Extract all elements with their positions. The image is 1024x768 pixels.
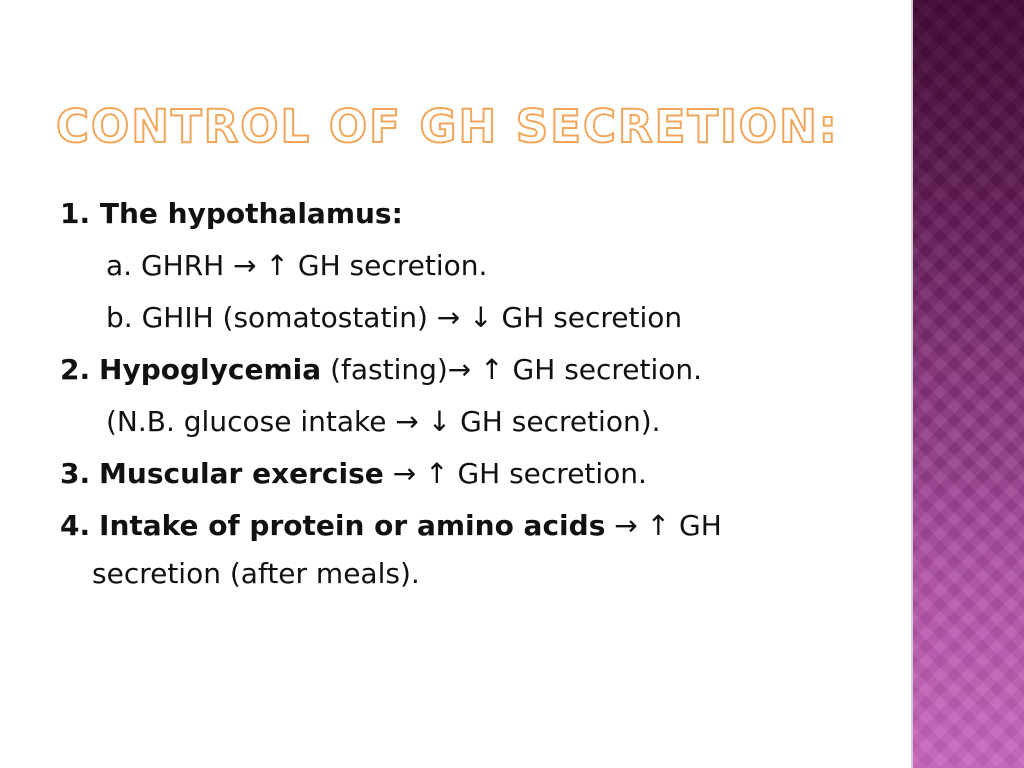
item-4-heading: Intake of protein or amino acids [99, 509, 606, 542]
item-4-continuation-line [60, 552, 850, 596]
item-2-note-prefix: (N.B. glucose intake [106, 405, 387, 438]
item-2-detail: (fasting) [330, 353, 448, 386]
up-arrow-icon: ↑ [265, 249, 289, 282]
item-1-heading: The hypothalamus: [99, 197, 403, 230]
item-2-line [60, 344, 850, 396]
item-4-number: 4. [60, 509, 91, 542]
item-3-text: GH secretion. [457, 457, 647, 490]
item-3-heading: Muscular exercise [99, 457, 384, 490]
item-1a-text: GH secretion. [297, 249, 488, 282]
item-2-note-line [60, 396, 850, 448]
item-3-number: 3. [60, 457, 91, 490]
item-4-line [60, 500, 850, 552]
right-arrow-icon: → [614, 509, 638, 542]
up-arrow-icon: ↑ [646, 509, 671, 542]
item-3-line [60, 448, 850, 500]
item-2-text: GH secretion. [512, 353, 703, 386]
right-arrow-icon: → [447, 353, 472, 386]
slide-title: CONTROL OF GH SECRETION: [56, 100, 839, 153]
slide-body [60, 188, 850, 596]
item-1-number: 1. [60, 197, 91, 230]
down-arrow-icon: ↓ [469, 301, 493, 334]
right-arrow-icon: → [436, 301, 461, 334]
item-1a-prefix: a. GHRH [106, 249, 225, 282]
up-arrow-icon: ↑ [480, 353, 504, 386]
up-arrow-icon: ↑ [425, 457, 449, 490]
item-2-note-text: GH secretion). [460, 405, 661, 438]
item-1b-text: GH secretion [501, 301, 683, 334]
item-1b-line [60, 292, 850, 344]
item-4-continuation: secretion (after meals). [92, 557, 420, 590]
item-1a-line [60, 240, 850, 292]
item-4-text: GH [679, 509, 722, 542]
item-2-number: 2. [60, 353, 91, 386]
right-arrow-icon: → [392, 457, 417, 490]
item-1-heading-line [60, 188, 850, 240]
right-arrow-icon: → [233, 249, 257, 282]
decorative-side-band [913, 0, 1024, 768]
right-arrow-icon: → [395, 405, 419, 438]
item-2-heading: Hypoglycemia [99, 353, 322, 386]
item-1b-prefix: b. GHIH (somatostatin) [106, 301, 428, 334]
down-arrow-icon: ↓ [427, 405, 452, 438]
